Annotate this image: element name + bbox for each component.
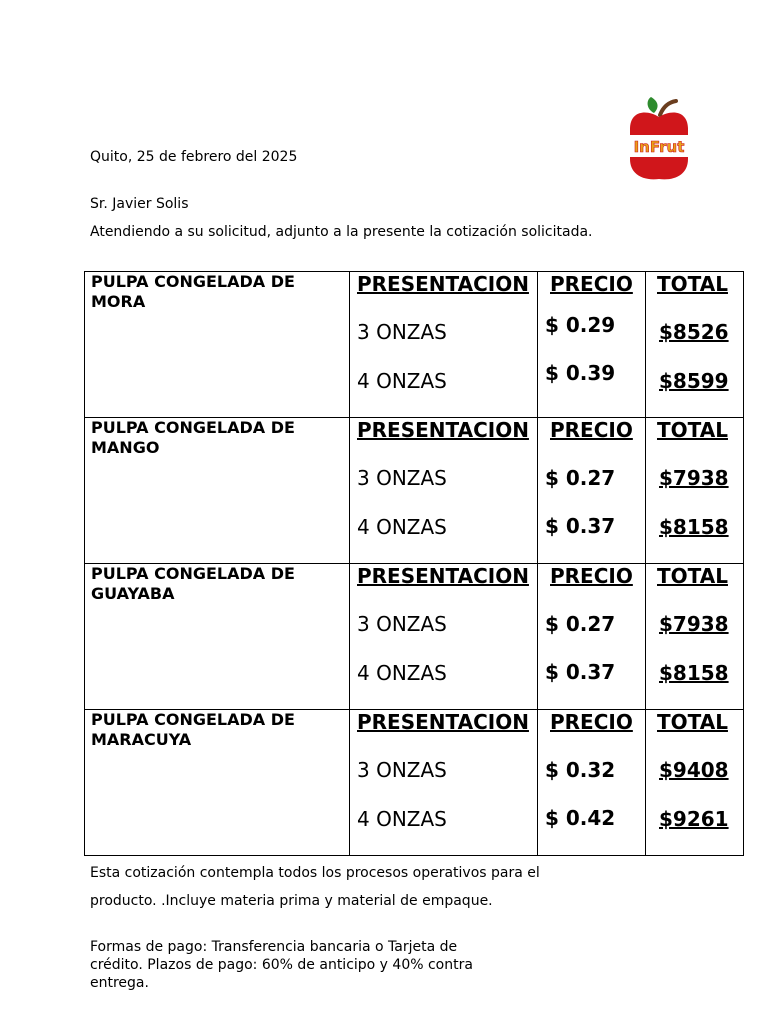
footer-line-2: producto. .Incluye materia prima y material de empaque.: [90, 893, 493, 909]
total-item: $7938: [659, 612, 729, 636]
presentation-item: 3 ONZAS: [357, 466, 447, 490]
presentation-item: 4 ONZAS: [357, 661, 447, 685]
table-row: [85, 564, 744, 710]
presentation-cell: [350, 710, 538, 856]
total-cell: [646, 272, 744, 418]
product-name: PULPA CONGELADA DE MANGO: [85, 418, 350, 564]
total-item: $9408: [659, 758, 729, 782]
presentation-item: 4 ONZAS: [357, 515, 447, 539]
presentation-cell: [350, 564, 538, 710]
letter-date: Quito, 25 de febrero del 2025: [90, 149, 298, 165]
quote-table: [84, 271, 744, 856]
presentation-item: 3 ONZAS: [357, 612, 447, 636]
price-header: PRECIO: [550, 710, 633, 734]
presentation-header: PRESENTACION: [357, 272, 529, 296]
presentation-header: PRESENTACION: [357, 564, 529, 588]
apple-logo-icon: [624, 95, 694, 185]
total-cell: [646, 418, 744, 564]
total-item: $8158: [659, 515, 729, 539]
price-item: $ 0.39: [545, 361, 616, 385]
price-item: $ 0.32: [545, 758, 616, 782]
price-item: $ 0.42: [545, 806, 616, 830]
total-item: $8526: [659, 320, 729, 344]
presentation-header: PRESENTACION: [357, 710, 529, 734]
total-item: $8158: [659, 661, 729, 685]
letter-intro: Atendiendo a su solicitud, adjunto a la presente la cotización solicitada.: [90, 224, 593, 240]
price-header: PRECIO: [550, 418, 633, 442]
total-header: TOTAL: [657, 564, 728, 588]
table-row: [85, 272, 744, 418]
price-cell: [538, 418, 646, 564]
letter-recipient: Sr. Javier Solis: [90, 196, 189, 212]
total-cell: [646, 710, 744, 856]
product-name: PULPA CONGELADA DE MARACUYA: [85, 710, 350, 856]
presentation-item: 4 ONZAS: [357, 807, 447, 831]
total-item: $8599: [659, 369, 729, 393]
price-cell: [538, 710, 646, 856]
price-cell: [538, 564, 646, 710]
price-item: $ 0.29: [545, 313, 616, 337]
table-row: [85, 418, 744, 564]
presentation-cell: [350, 418, 538, 564]
price-item: $ 0.37: [545, 660, 616, 684]
price-cell: [538, 272, 646, 418]
total-cell: [646, 564, 744, 710]
footer-line-1: Esta cotización contempla todos los procesos operativos para el: [90, 865, 540, 881]
presentation-cell: [350, 272, 538, 418]
payment-terms: Formas de pago: Transferencia bancaria o Tarjeta de crédito. Plazos de pago: 60% de anticipo y 40% contra entrega.: [90, 939, 473, 991]
product-name: PULPA CONGELADA DE MORA: [85, 272, 350, 418]
table-row: [85, 710, 744, 856]
presentation-item: 4 ONZAS: [357, 369, 447, 393]
presentation-item: 3 ONZAS: [357, 758, 447, 782]
presentation-header: PRESENTACION: [357, 418, 529, 442]
infrut-logo: [624, 95, 694, 185]
total-item: $7938: [659, 466, 729, 490]
price-header: PRECIO: [550, 564, 633, 588]
price-item: $ 0.27: [545, 466, 616, 490]
total-item: $9261: [659, 807, 729, 831]
price-item: $ 0.37: [545, 514, 616, 538]
total-header: TOTAL: [657, 710, 728, 734]
presentation-item: 3 ONZAS: [357, 320, 447, 344]
svg-text:InFrut: InFrut: [633, 138, 685, 156]
product-name: PULPA CONGELADA DE GUAYABA: [85, 564, 350, 710]
total-header: TOTAL: [657, 418, 728, 442]
total-header: TOTAL: [657, 272, 728, 296]
price-item: $ 0.27: [545, 612, 616, 636]
price-header: PRECIO: [550, 272, 633, 296]
